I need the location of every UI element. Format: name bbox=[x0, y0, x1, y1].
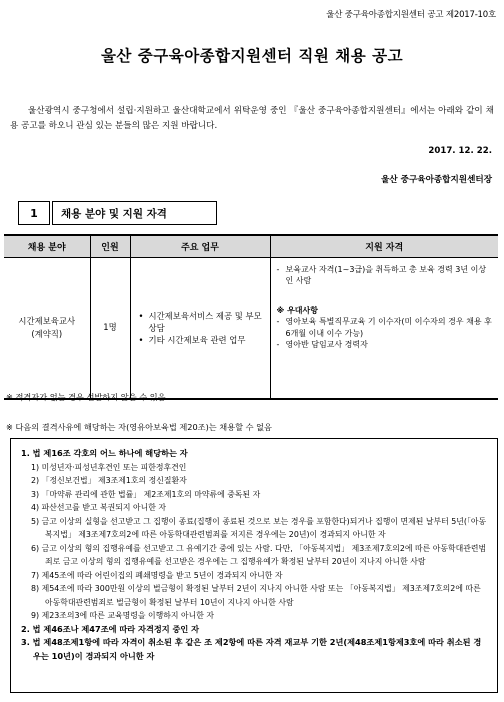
list-item: 5) 금고 이상의 실형을 선고받고 그 집행이 종료(집행이 종료된 것으로 보는 경우를 포함한다)되거나 집행이 면제된 날부터 5년(「아동복지법」 제3조제7호의2에 따른 아동학대관련범죄를 저지른 경우에는 20년)이 경과되지 아니한 자 bbox=[31, 516, 487, 539]
qualification-main: - 보육교사 자격(1~3급)을 취득하고 총 보육 경력 3년 이상인 사람 bbox=[277, 264, 493, 287]
page-title: 울산 중구육아종합지원센터 직원 채용 공고 bbox=[100, 47, 404, 65]
field-subtitle: (계약직) bbox=[31, 328, 63, 339]
intro-paragraph: 울산광역시 중구청에서 설립·지원하고 울산대학교에서 위탁운영 중인 『울산 중구육아종합지원센터』에서는 아래와 같이 채용 공고를 하오니 관심 있는 분들의 많은 지원 바랍니다. bbox=[10, 106, 494, 131]
header-qualification: 지원 자격 bbox=[270, 235, 498, 257]
list-item: • 시간제보육서비스 제공 및 부모상담 bbox=[139, 310, 270, 334]
table-row bbox=[4, 257, 498, 399]
section-number: 1 bbox=[18, 201, 50, 225]
duty-list bbox=[131, 310, 270, 346]
cell-qualification bbox=[270, 257, 498, 399]
cell-duties bbox=[130, 257, 270, 399]
list-item: 8) 제54조에 따라 300만원 이상의 벌금형이 확정된 날부터 2년이 지나지 아니한 사람 또는 「아동복지법」 제3조제7호의2에 따른 아동학대관련범죄로 벌금형이 확정된 날부터 10년이 지나지 아니한 사람 bbox=[31, 584, 481, 607]
list-item: 6) 금고 이상의 형의 집행유예를 선고받고 그 유예기간 중에 있는 사람. 다만, 「아동복지법」 제3조제7호의2에 따른 아동학대관련범죄로 금고 이상의 형의 집행유예를 선고받은 경우에는 그 집행유예가 확정된 날부터 20년이 지나지 아니한 사람 bbox=[31, 543, 487, 566]
header-field: 채용 분야 bbox=[4, 235, 90, 257]
notice-number: 울산 중구육아종합지원센터 공고 제2017-10호 bbox=[326, 10, 496, 20]
note-selection: ※ 적격자가 없는 경우 선발하지 않을 수 있음 bbox=[6, 392, 166, 402]
list-item: 3) 「마약류 관리에 관한 법률」 제2조제1호의 마약류에 중독된 자 bbox=[31, 489, 261, 499]
disq-item-2: 2. 법 제46조나 제47조에 따라 자격정지 중인 자 bbox=[21, 623, 200, 634]
recruitment-table bbox=[4, 234, 498, 400]
header-duties: 주요 업무 bbox=[130, 235, 270, 257]
disqualification-box bbox=[10, 438, 498, 693]
list-item: 2) 「정신보건법」 제3조제1호의 정신질환자 bbox=[31, 476, 187, 485]
list-item: 7) 제45조에 따라 어린이집의 폐쇄명령을 받고 5년이 경과되지 아니한 자 bbox=[31, 570, 283, 580]
list-item: • 기타 시간제보육 관련 업무 bbox=[139, 334, 270, 346]
list-item: - 영아반 담임교사 경력자 bbox=[277, 339, 493, 351]
cell-count: 1명 bbox=[90, 257, 130, 399]
disq-item-1: 1. 법 제16조 각호의 어느 하나에 해당하는 자 bbox=[21, 448, 188, 458]
table-header-row bbox=[4, 235, 498, 257]
field-name: 시간제보육교사 bbox=[18, 315, 76, 326]
header-count: 인원 bbox=[90, 235, 130, 257]
section-header bbox=[18, 201, 492, 225]
note-disqualification: ※ 다음의 결격사유에 해당하는 자(영유아보육법 제20조)는 채용할 수 없음 bbox=[6, 422, 272, 432]
signatory: 울산 중구육아종합지원센터장 bbox=[381, 175, 492, 185]
preference-heading: ※ 우대사항 bbox=[276, 305, 318, 315]
list-item: - 영아보육 특별직무교육 기 이수자(미 이수자의 경우 채용 후 6개월 이내 이수 가능) bbox=[277, 316, 493, 339]
cell-field bbox=[4, 257, 90, 399]
list-item: 9) 제23조의3에 따른 교육명령을 이행하지 아니한 자 bbox=[31, 611, 215, 620]
disq-item-3: 3. 법 제48조제1항에 따라 자격이 취소된 후 같은 조 제2항에 따른 자격 재교부 기한 2년(제48조제1항제3호에 따라 취소된 경우는 10년)이 경과되지 아니한 자 bbox=[21, 637, 482, 661]
list-item: 4) 파산선고를 받고 복권되지 아니한 자 bbox=[31, 503, 166, 512]
list-item: 1) 미성년자·피성년후견인 또는 피한정후견인 bbox=[31, 462, 187, 472]
notice-date: 2017. 12. 22. bbox=[428, 146, 492, 156]
section-title: 채용 분야 및 지원 자격 bbox=[52, 201, 217, 225]
